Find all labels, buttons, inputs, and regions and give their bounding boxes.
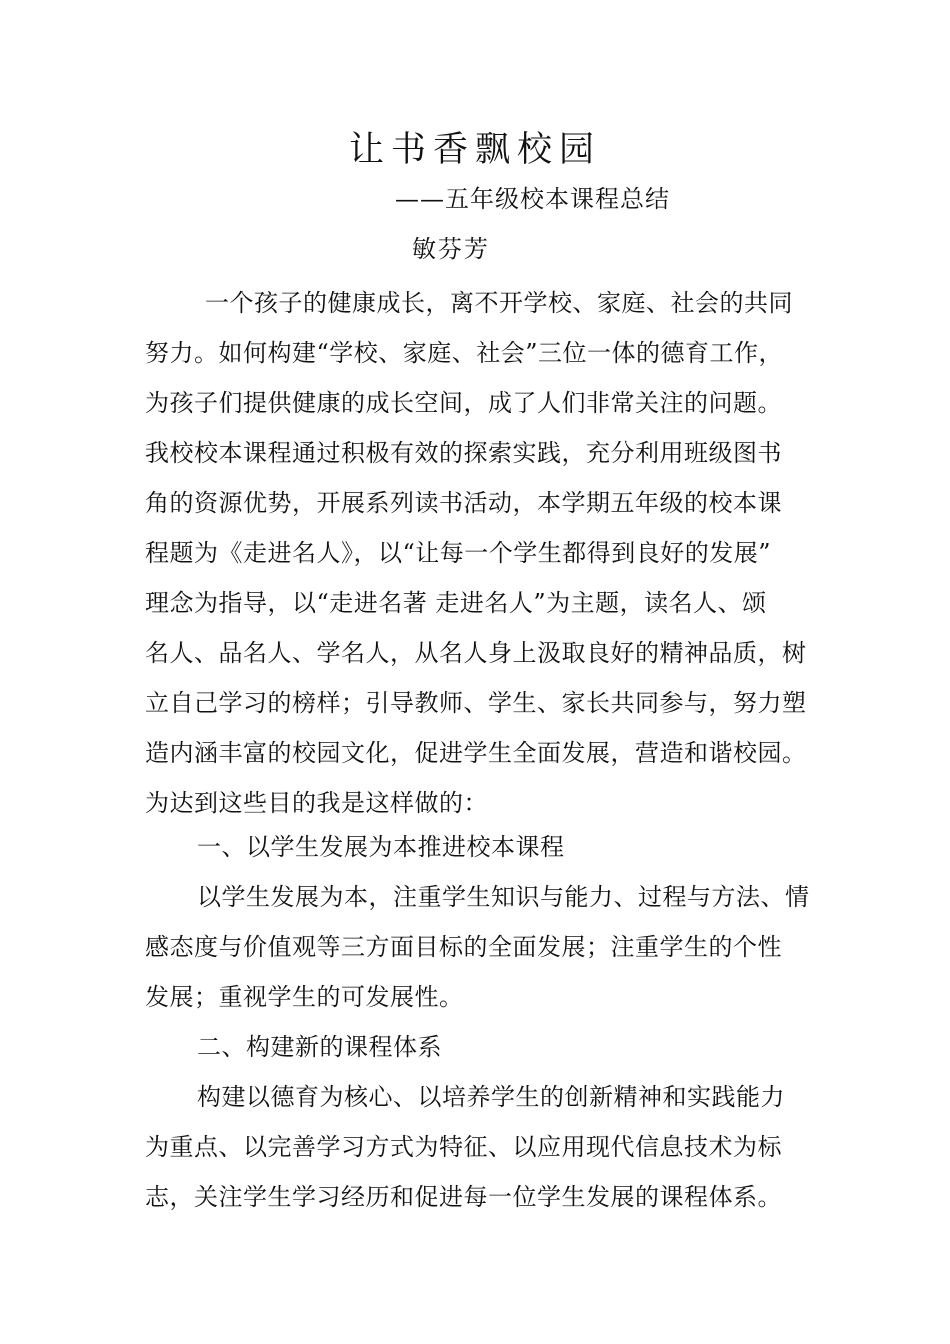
section-heading-2: 二、构建新的课程体系 (197, 1033, 442, 1061)
paragraph-line: 程题为《走进名人》，以“让每一个学生都得到良好的发展” (145, 539, 772, 567)
paragraph-line: 构建以德育为核心、以培养学生的创新精神和实践能力 (197, 1083, 785, 1111)
document-author: 敏芬芳 (412, 235, 490, 263)
paragraph-line: 我校校本课程通过积极有效的探索实践，充分利用班级图书 (145, 439, 782, 467)
paragraph-line: 感态度与价值观等三方面目标的全面发展；注重学生的个性 (145, 933, 782, 961)
paragraph-line: 努力。如何构建“学校、家庭、社会”三位一体的德育工作， (145, 339, 784, 367)
paragraph-line: 立自己学习的榜样；引导教师、学生、家长共同参与，努力塑 (145, 689, 807, 717)
paragraph-line: 造内涵丰富的校园文化，促进学生全面发展，营造和谐校园。 (145, 739, 807, 767)
section-heading-1: 一、以学生发展为本推进校本课程 (197, 833, 565, 861)
document-subtitle: ——五年级校本课程总结 (395, 185, 670, 213)
paragraph-line: 理念为指导，以“走进名著 走进名人”为主题，读名人、颂 (145, 589, 767, 617)
paragraph-line: 为孩子们提供健康的成长空间，成了人们非常关注的问题。 (145, 389, 782, 417)
paragraph-line: 角的资源优势，开展系列读书活动，本学期五年级的校本课 (145, 489, 782, 517)
paragraph-line: 志，关注学生学习经历和促进每一位学生发展的课程体系。 (145, 1183, 782, 1211)
paragraph-line: 以学生发展为本，注重学生知识与能力、过程与方法、情 (197, 883, 810, 911)
paragraph-line: 一个孩子的健康成长，离不开学校、家庭、社会的共同 (205, 289, 793, 317)
paragraph-line: 为达到这些目的我是这样做的： (145, 789, 488, 817)
paragraph-line: 为重点、以完善学习方式为特征、以应用现代信息技术为标 (145, 1133, 782, 1161)
paragraph-line: 发展；重视学生的可发展性。 (145, 983, 464, 1011)
document-title: 让书香飘校园 (348, 130, 601, 170)
paragraph-line: 名人、品名人、学名人，从名人身上汲取良好的精神品质，树 (145, 639, 807, 667)
